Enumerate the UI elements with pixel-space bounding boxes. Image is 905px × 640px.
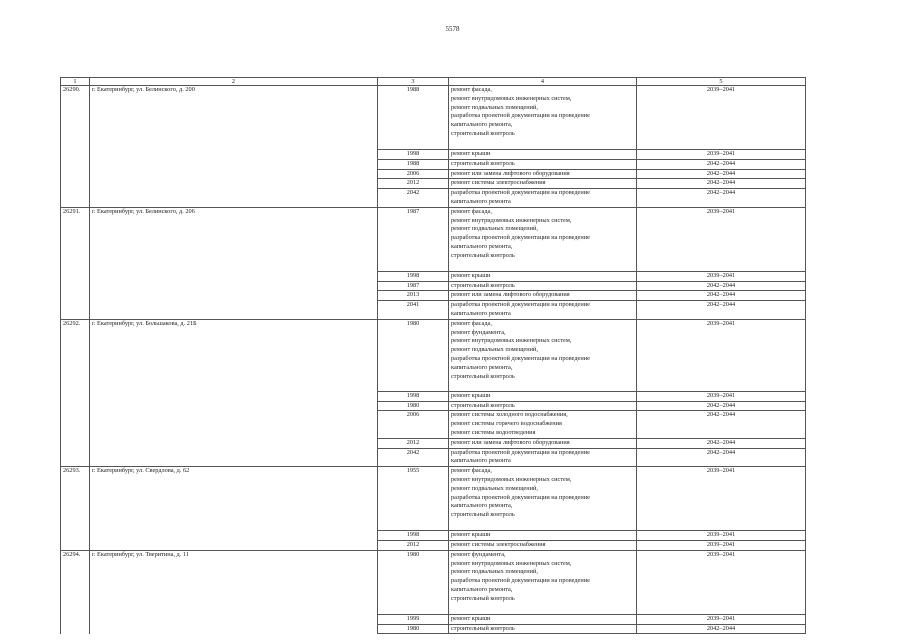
row-number-cell	[61, 624, 90, 634]
year-cell: 1988	[378, 159, 449, 169]
period-cell: 2039–2041	[637, 550, 806, 614]
year-cell: 1980	[378, 624, 449, 634]
address-cell	[90, 448, 378, 467]
work-item: разработка проектной документации на проведение	[451, 301, 590, 309]
year-cell: 2042	[378, 448, 449, 467]
row-number-cell: 26294.	[61, 550, 90, 614]
page-number: 5578	[445, 25, 460, 33]
works-cell	[449, 207, 637, 271]
works-cell	[449, 271, 637, 281]
year-cell: 1988	[378, 86, 449, 150]
period-cell: 2039–2041	[637, 271, 806, 281]
year-cell: 2013	[378, 291, 449, 301]
period-cell: 2042–2044	[637, 448, 806, 467]
table-row	[61, 531, 806, 541]
address-cell: г. Екатеринбург, ул. Белинского, д. 206	[90, 207, 378, 271]
table-row	[61, 550, 806, 614]
table-row	[61, 150, 806, 160]
works-cell	[449, 281, 637, 291]
period-cell: 2039–2041	[637, 207, 806, 271]
address-cell	[90, 291, 378, 301]
works-cell	[449, 540, 637, 550]
header-col-4: 4	[449, 78, 637, 86]
table-row	[61, 179, 806, 189]
year-cell: 2012	[378, 438, 449, 448]
work-item: строительный контроль	[451, 281, 515, 289]
work-item: ремонт крыши	[451, 150, 491, 157]
works-cell	[449, 159, 637, 169]
address-cell: г. Екатеринбург, ул. Свердлова, д. 62	[90, 467, 378, 531]
row-number-cell	[61, 540, 90, 550]
address-cell	[90, 391, 378, 401]
works-cell	[449, 531, 637, 541]
work-item: строительный контроль	[451, 372, 515, 380]
work-item: ремонт подвальных помещений,	[451, 346, 538, 354]
work-item: разработка проектной документации на проведение	[451, 577, 590, 585]
row-number-cell	[61, 438, 90, 448]
period-cell: 2042–2044	[637, 281, 806, 291]
year-cell: 1998	[378, 271, 449, 281]
period-cell: 2042–2044	[637, 438, 806, 448]
work-item: капитального ремонта	[451, 309, 511, 317]
work-item: ремонт подвальных помещений,	[451, 225, 538, 233]
works-table	[60, 77, 806, 634]
work-item: строительный контроль	[451, 159, 515, 167]
work-item: ремонт подвальных помещений,	[451, 568, 538, 576]
row-number-cell	[61, 150, 90, 160]
row-number-cell	[61, 189, 90, 208]
work-item: строительный контроль	[451, 251, 515, 259]
period-cell: 2039–2041	[637, 614, 806, 624]
work-item: капитального ремонта,	[451, 585, 513, 593]
address-cell	[90, 438, 378, 448]
year-cell: 2012	[378, 179, 449, 189]
table-row	[61, 438, 806, 448]
address-cell	[90, 159, 378, 169]
period-cell: 2039–2041	[637, 150, 806, 160]
work-item: ремонт крыши	[451, 614, 491, 622]
row-number-cell	[61, 169, 90, 179]
row-number-cell	[61, 291, 90, 301]
work-item: капитального ремонта	[451, 457, 511, 465]
table-row	[61, 301, 806, 320]
works-cell	[449, 401, 637, 411]
year-cell: 2006	[378, 169, 449, 179]
work-item: ремонт крыши	[451, 271, 491, 279]
row-number-cell	[61, 271, 90, 281]
table-row	[61, 467, 806, 531]
table-row	[61, 281, 806, 291]
address-cell	[90, 271, 378, 281]
work-item: ремонт или замена лифтового оборудования	[451, 169, 570, 177]
work-item: ремонт подвальных помещений,	[451, 103, 538, 111]
table-row	[61, 624, 806, 634]
period-cell: 2042–2044	[637, 301, 806, 320]
works-cell	[449, 189, 637, 208]
works-cell	[449, 301, 637, 320]
work-item: строительный контроль	[451, 511, 515, 519]
work-item: строительный контроль	[451, 129, 515, 137]
address-cell	[90, 540, 378, 550]
works-cell	[449, 614, 637, 624]
work-item: ремонт внутридомовых инженерных систем,	[451, 475, 572, 483]
work-item: ремонт внутридомовых инженерных систем,	[451, 216, 572, 224]
year-cell: 1955	[378, 467, 449, 531]
works-cell	[449, 467, 637, 531]
work-item: ремонт или замена лифтового оборудования	[451, 291, 570, 299]
works-table-body	[61, 78, 806, 634]
work-item: капитального ремонта	[451, 197, 511, 205]
address-cell	[90, 301, 378, 320]
row-number-cell	[61, 401, 90, 411]
row-number-cell	[61, 391, 90, 401]
period-cell: 2042–2044	[637, 179, 806, 189]
year-cell: 2042	[378, 189, 449, 208]
work-item: ремонт крыши	[451, 391, 491, 399]
work-item: разработка проектной документации на проведение	[451, 112, 590, 120]
work-item: ремонт системы водоотведения	[451, 428, 536, 436]
address-cell	[90, 281, 378, 291]
row-number-cell: 26290.	[61, 86, 90, 150]
period-cell: 2039–2041	[637, 319, 806, 391]
address-cell	[90, 179, 378, 189]
address-cell	[90, 401, 378, 411]
row-number-cell: 26292.	[61, 319, 90, 391]
row-number-cell: 26293.	[61, 467, 90, 531]
works-cell	[449, 448, 637, 467]
work-item: строительный контроль	[451, 594, 515, 602]
work-item: разработка проектной документации на проведение	[451, 234, 590, 242]
year-cell: 2006	[378, 411, 449, 438]
work-item: ремонт фундамента,	[451, 550, 506, 558]
row-number-cell	[61, 411, 90, 438]
address-cell	[90, 531, 378, 541]
work-item: ремонт или замена лифтового оборудования	[451, 438, 570, 446]
row-number-cell: 26291.	[61, 207, 90, 271]
table-row	[61, 391, 806, 401]
period-cell: 2042–2044	[637, 411, 806, 438]
work-item: строительный контроль	[451, 401, 515, 409]
work-item: разработка проектной документации на проведение	[451, 493, 590, 501]
work-item: разработка проектной документации на проведение	[451, 189, 590, 197]
work-item: разработка проектной документации на проведение	[451, 448, 590, 456]
row-number-cell	[61, 159, 90, 169]
works-cell	[449, 411, 637, 438]
table-row	[61, 614, 806, 624]
work-item: ремонт внутридомовых инженерных систем,	[451, 94, 572, 102]
year-cell: 2012	[378, 540, 449, 550]
year-cell: 1987	[378, 207, 449, 271]
header-col-5: 5	[637, 78, 806, 86]
period-cell: 2039–2041	[637, 540, 806, 550]
works-cell	[449, 86, 637, 150]
work-item: ремонт внутридомовых инженерных систем,	[451, 559, 572, 567]
address-cell	[90, 189, 378, 208]
table-row	[61, 401, 806, 411]
address-cell: г. Екатеринбург, ул. Тверитина, д. 11	[90, 550, 378, 614]
table-row	[61, 319, 806, 391]
table-row	[61, 448, 806, 467]
work-item: ремонт системы холодного водоснабжения,	[451, 411, 568, 419]
works-cell	[449, 624, 637, 634]
row-number-cell	[61, 301, 90, 320]
address-cell	[90, 150, 378, 160]
year-cell: 1998	[378, 531, 449, 541]
year-cell: 1998	[378, 150, 449, 160]
header-col-2: 2	[90, 78, 378, 86]
work-item: ремонт системы горячего водоснабжения	[451, 420, 562, 428]
table-row	[61, 189, 806, 208]
row-number-cell	[61, 448, 90, 467]
row-number-cell	[61, 281, 90, 291]
year-cell: 1987	[378, 281, 449, 291]
work-item: капитального ремонта,	[451, 121, 513, 129]
work-item: капитального ремонта,	[451, 502, 513, 510]
work-item: ремонт внутридомовых инженерных систем,	[451, 337, 572, 345]
header-col-3: 3	[378, 78, 449, 86]
work-item: ремонт фундамента,	[451, 328, 506, 336]
period-cell: 2039–2041	[637, 531, 806, 541]
work-item: ремонт подвальных помещений,	[451, 484, 538, 492]
works-cell	[449, 291, 637, 301]
period-cell: 2042–2044	[637, 291, 806, 301]
works-cell	[449, 319, 637, 391]
row-number-cell	[61, 179, 90, 189]
address-cell	[90, 411, 378, 438]
work-item: разработка проектной документации на проведение	[451, 354, 590, 362]
period-cell: 2039–2041	[637, 86, 806, 150]
table-row	[61, 207, 806, 271]
table-row	[61, 291, 806, 301]
work-item: ремонт системы электроснабжения	[451, 179, 546, 187]
work-item: ремонт фасада,	[451, 319, 492, 327]
period-cell: 2039–2041	[637, 467, 806, 531]
work-item: строительный контроль	[451, 624, 515, 632]
table-row	[61, 411, 806, 438]
work-item: ремонт фасада,	[451, 86, 492, 93]
address-cell	[90, 169, 378, 179]
period-cell: 2042–2044	[637, 189, 806, 208]
works-cell	[449, 438, 637, 448]
year-cell: 1980	[378, 550, 449, 614]
works-cell	[449, 150, 637, 160]
address-cell: г. Екатеринбург, ул. Большакова, д. 21Б	[90, 319, 378, 391]
period-cell: 2042–2044	[637, 169, 806, 179]
address-cell	[90, 624, 378, 634]
table-row	[61, 169, 806, 179]
period-cell: 2042–2044	[637, 624, 806, 634]
year-cell: 1999	[378, 614, 449, 624]
year-cell: 1980	[378, 401, 449, 411]
address-cell: г. Екатеринбург, ул. Белинского, д. 200	[90, 86, 378, 150]
works-cell	[449, 391, 637, 401]
work-item: капитального ремонта,	[451, 363, 513, 371]
period-cell: 2042–2044	[637, 401, 806, 411]
works-cell	[449, 169, 637, 179]
period-cell: 2042–2044	[637, 159, 806, 169]
table-row	[61, 271, 806, 281]
work-item: ремонт фасада,	[451, 207, 492, 215]
year-cell: 1980	[378, 319, 449, 391]
works-cell	[449, 179, 637, 189]
work-item: ремонт системы электроснабжения	[451, 540, 546, 548]
work-item: капитального ремонта,	[451, 242, 513, 250]
work-item: ремонт фасада,	[451, 467, 492, 475]
row-number-cell	[61, 531, 90, 541]
table-header-row	[61, 78, 806, 86]
header-col-1: 1	[61, 78, 90, 86]
year-cell: 1998	[378, 391, 449, 401]
work-item: ремонт крыши	[451, 531, 491, 539]
works-cell	[449, 550, 637, 614]
address-cell	[90, 614, 378, 624]
year-cell: 2041	[378, 301, 449, 320]
table-row	[61, 159, 806, 169]
row-number-cell	[61, 614, 90, 624]
period-cell: 2039–2041	[637, 391, 806, 401]
table-row	[61, 540, 806, 550]
table-row	[61, 86, 806, 150]
